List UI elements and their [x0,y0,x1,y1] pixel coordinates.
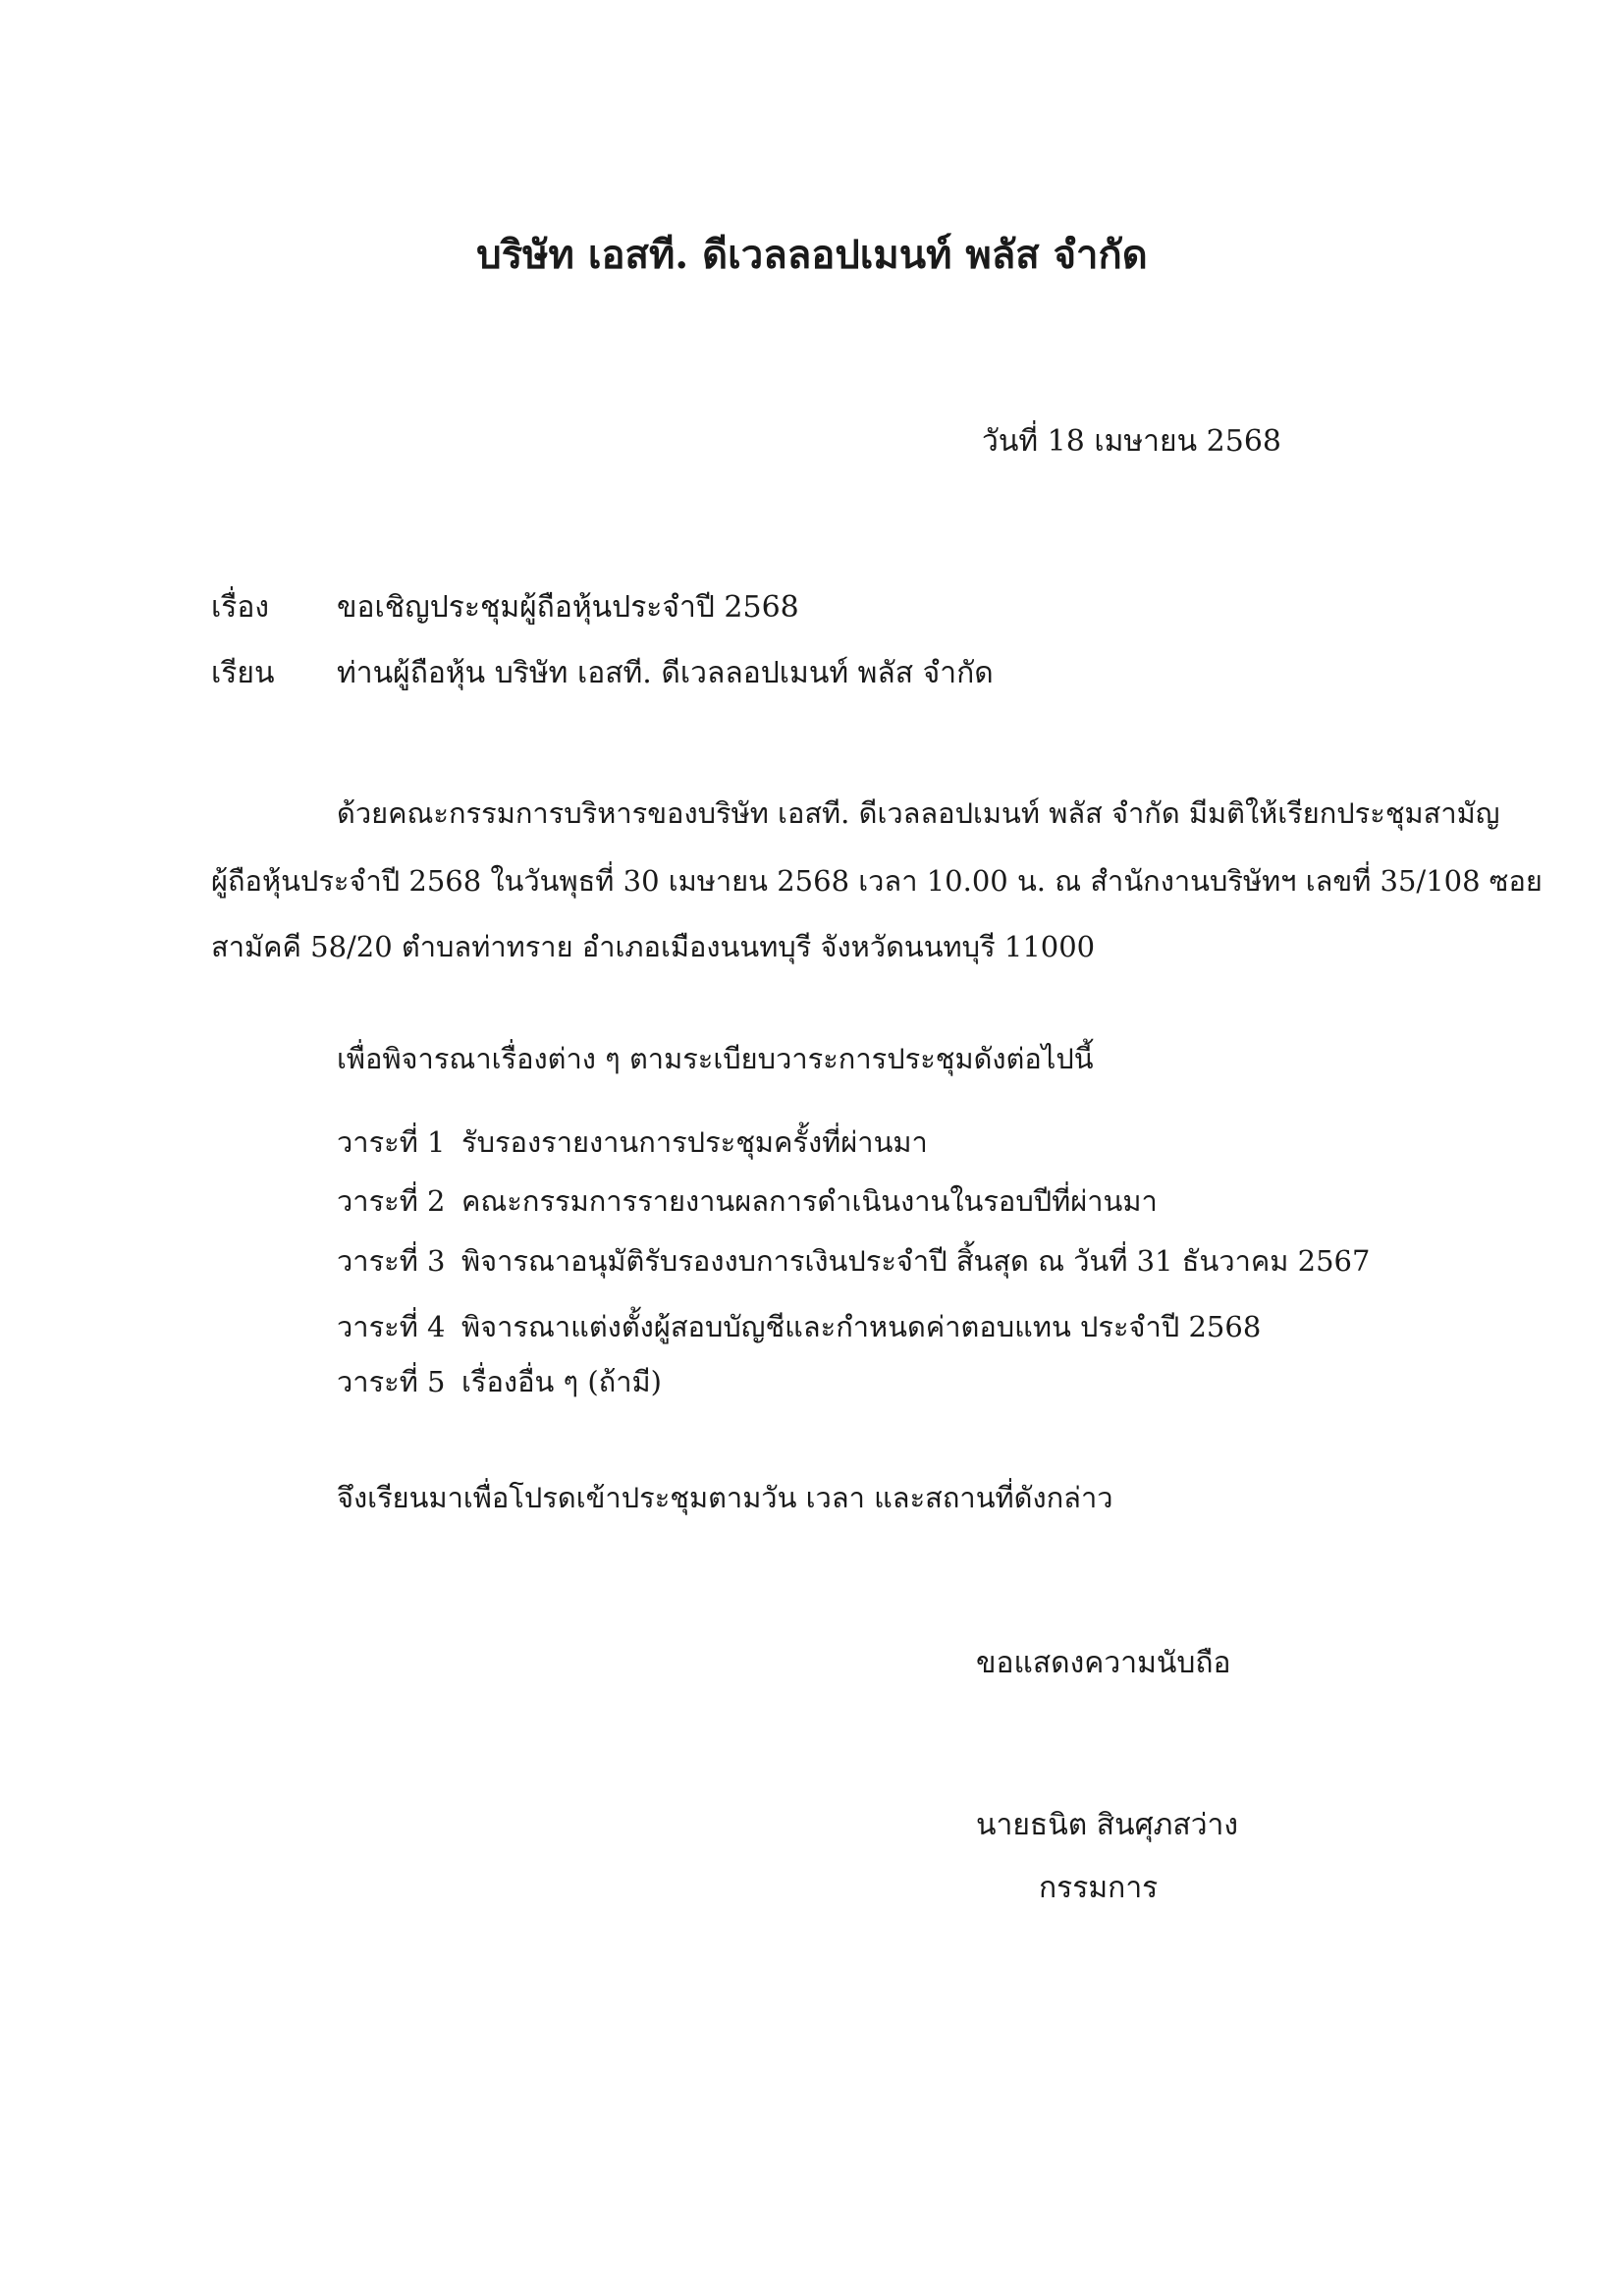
agenda-item-1-text: รับรองรายงานการประชุมครั้งที่ผ่านมา [461,1125,928,1159]
agenda-item-2-text: คณะกรรมการรายงานผลการดำเนินงานในรอบปีที่ผ่านมา [461,1184,1158,1218]
letter-date: วันที่ 18 เมษายน 2568 [982,424,1281,459]
signer-name: นายธนิต สินศุภสว่าง [976,1808,1239,1842]
closing-request: จึงเรียนมาเพื่อโปรดเข้าประชุมตามวัน เวลา และสถานที่ดังกล่าว [337,1481,1113,1514]
closing-salutation: ขอแสดงความนับถือ [976,1646,1231,1680]
agenda-item-4-text: พิจารณาแต่งตั้งผู้สอบบัญชีและกำหนดค่าตอบแทน ประจำปี 2568 [461,1310,1262,1343]
subject-label: เรื่อง [211,590,270,625]
signer-title: กรรมการ [1039,1871,1159,1905]
agenda-item-5-text: เรื่องอื่น ๆ (ถ้ามี) [461,1365,662,1398]
body-line-1: ด้วยคณะกรรมการบริหารของบริษัท เอสที. ดีเวลลอปเมนท์ พลัส จำกัด มีมติให้เรียกประชุมสามัญ [337,796,1500,830]
agenda-item-1-label: วาระที่ 1 [337,1125,446,1159]
agenda-item-3-text: พิจารณาอนุมัติรับรองงบการเงินประจำปี สิ้นสุด ณ วันที่ 31 ธันวาคม 2567 [461,1244,1371,1278]
agenda-item-2-label: วาระที่ 2 [337,1184,446,1218]
agenda-intro: เพื่อพิจารณาเรื่องต่าง ๆ ตามระเบียบวาระการประชุมดังต่อไปนี้ [337,1042,1094,1075]
body-line-3: สามัคคี 58/20 ตำบลท่าทราย อำเภอเมืองนนทบุรี จังหวัดนนทบุรี 11000 [211,930,1096,963]
to-text: ท่านผู้ถือหุ้น บริษัท เอสที. ดีเวลลอปเมนท์ พลัส จำกัด [337,656,994,690]
to-label: เรียน [211,656,275,690]
body-line-2: ผู้ถือหุ้นประจำปี 2568 ในวันพุธที่ 30 เมษายน 2568 เวลา 10.00 น. ณ สำนักงานบริษัทฯ เลขที่ 35/108 ซอย [211,864,1543,898]
agenda-item-4-label: วาระที่ 4 [337,1310,446,1343]
agenda-item-5-label: วาระที่ 5 [337,1365,446,1398]
agenda-item-3-label: วาระที่ 3 [337,1244,446,1278]
subject-text: ขอเชิญประชุมผู้ถือหุ้นประจำปี 2568 [337,590,799,625]
company-title: บริษัท เอสที. ดีเวลลอปเมนท์ พลัส จำกัด [476,232,1148,278]
